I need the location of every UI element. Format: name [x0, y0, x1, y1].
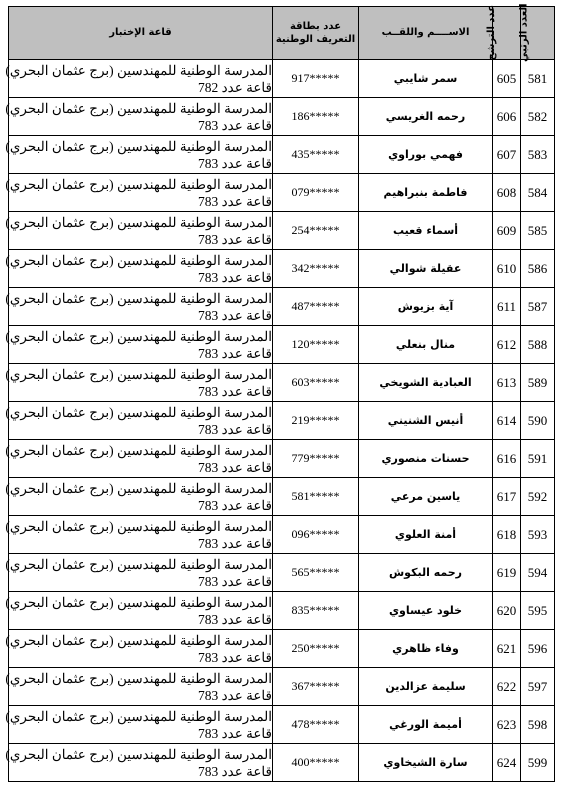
table-row [9, 706, 555, 744]
full-name-cell: سمر شايبي [359, 60, 493, 98]
national-id-cell: 581***** [273, 478, 359, 516]
exam-hall-room: قاعة عدد 783 [197, 611, 272, 627]
table-row [9, 60, 555, 98]
header-national-id-line2: التعريف الوطنية [275, 34, 356, 45]
exam-hall-cell [5, 364, 273, 402]
national-id-cell: 096***** [273, 516, 359, 554]
national-id-cell: 342***** [273, 250, 359, 288]
header-row [9, 7, 555, 60]
full-name-cell: سارة الشيخاوي [359, 744, 493, 782]
full-name-cell: رحمه البكوش [359, 554, 493, 592]
exam-hall-venue: المدرسة الوطنية للمهندسين (برج عثمان البحري) [5, 708, 272, 724]
exam-hall-venue: المدرسة الوطنية للمهندسين (برج عثمان البحري) [5, 632, 272, 648]
candidate-number-cell: 611 [493, 288, 521, 326]
serial-number-cell: 591 [521, 440, 555, 478]
serial-number-cell: 581 [521, 60, 555, 98]
full-name-cell: منال بنعلي [359, 326, 493, 364]
header-national-id [273, 7, 359, 60]
exam-hall-room: قاعة عدد 783 [197, 307, 272, 323]
national-id-cell: 254***** [273, 212, 359, 250]
header-full-name: الاســــم واللقــب [359, 7, 493, 60]
exam-hall-venue: المدرسة الوطنية للمهندسين (برج عثمان البحري) [5, 366, 272, 382]
table-row [9, 402, 555, 440]
national-id-cell: 487***** [273, 288, 359, 326]
national-id-cell: 435***** [273, 136, 359, 174]
candidate-number-cell: 609 [493, 212, 521, 250]
table-row [9, 326, 555, 364]
candidate-number-cell: 607 [493, 136, 521, 174]
exam-hall-venue: المدرسة الوطنية للمهندسين (برج عثمان البحري) [5, 252, 272, 268]
candidates-table [5, 3, 555, 782]
table-row [9, 250, 555, 288]
exam-hall-room: قاعة عدد 783 [197, 421, 272, 437]
candidate-number-cell: 613 [493, 364, 521, 402]
full-name-cell: أميمة الورغي [359, 706, 493, 744]
national-id-cell: 079***** [273, 174, 359, 212]
national-id-cell: 120***** [273, 326, 359, 364]
exam-hall-room: قاعة عدد 783 [197, 649, 272, 665]
exam-hall-venue: المدرسة الوطنية للمهندسين (برج عثمان البحري) [5, 176, 272, 192]
exam-hall-venue: المدرسة الوطنية للمهندسين (برج عثمان البحري) [5, 138, 272, 154]
national-id-cell: 835***** [273, 592, 359, 630]
exam-hall-room: قاعة عدد 783 [197, 725, 272, 741]
exam-hall-cell [5, 98, 273, 136]
table-row [9, 364, 555, 402]
candidate-number-cell: 617 [493, 478, 521, 516]
full-name-cell: سليمة عزالدين [359, 668, 493, 706]
candidate-number-cell: 608 [493, 174, 521, 212]
candidate-number-cell: 624 [493, 744, 521, 782]
exam-hall-room: قاعة عدد 783 [197, 117, 272, 133]
exam-hall-cell [5, 174, 273, 212]
table-row [9, 136, 555, 174]
national-id-cell: 250***** [273, 630, 359, 668]
serial-number-cell: 592 [521, 478, 555, 516]
national-id-cell: 779***** [273, 440, 359, 478]
table-row [9, 440, 555, 478]
full-name-cell: أنيس الشنيني [359, 402, 493, 440]
table-row [9, 478, 555, 516]
exam-hall-room: قاعة عدد 783 [197, 345, 272, 361]
exam-hall-cell [5, 516, 273, 554]
exam-hall-cell [5, 440, 273, 478]
exam-hall-cell [5, 60, 273, 98]
exam-hall-room: قاعة عدد 782 [197, 79, 272, 95]
exam-hall-venue: المدرسة الوطنية للمهندسين (برج عثمان البحري) [5, 214, 272, 230]
table-row [9, 630, 555, 668]
table-row [9, 592, 555, 630]
table-row [9, 554, 555, 592]
table-row [9, 744, 555, 782]
exam-hall-venue: المدرسة الوطنية للمهندسين (برج عثمان البحري) [5, 594, 272, 610]
exam-hall-room: قاعة عدد 783 [197, 763, 272, 779]
serial-number-cell: 589 [521, 364, 555, 402]
exam-hall-venue: المدرسة الوطنية للمهندسين (برج عثمان البحري) [5, 62, 272, 78]
exam-hall-room: قاعة عدد 783 [197, 687, 272, 703]
table-header [9, 3, 555, 63]
table-row [9, 174, 555, 212]
table-row [9, 288, 555, 326]
exam-hall-venue: المدرسة الوطنية للمهندسين (برج عثمان البحري) [5, 290, 272, 306]
serial-number-cell: 582 [521, 98, 555, 136]
exam-hall-venue: المدرسة الوطنية للمهندسين (برج عثمان البحري) [5, 442, 272, 458]
candidate-number-cell: 605 [493, 60, 521, 98]
serial-number-cell: 593 [521, 516, 555, 554]
exam-hall-cell [5, 136, 273, 174]
exam-hall-venue: المدرسة الوطنية للمهندسين (برج عثمان البحري) [5, 100, 272, 116]
exam-hall-room: قاعة عدد 783 [197, 497, 272, 513]
exam-hall-room: قاعة عدد 783 [197, 193, 272, 209]
exam-hall-cell [5, 212, 273, 250]
exam-hall-cell [5, 250, 273, 288]
exam-hall-room: قاعة عدد 783 [197, 573, 272, 589]
exam-hall-cell [5, 668, 273, 706]
candidate-number-cell: 620 [493, 592, 521, 630]
full-name-cell: فاطمة بنبراهيم [359, 174, 493, 212]
national-id-cell: 219***** [273, 402, 359, 440]
exam-hall-cell [5, 478, 273, 516]
candidate-number-cell: 612 [493, 326, 521, 364]
exam-hall-venue: المدرسة الوطنية للمهندسين (برج عثمان البحري) [5, 404, 272, 420]
exam-hall-cell [5, 744, 273, 782]
exam-hall-venue: المدرسة الوطنية للمهندسين (برج عثمان البحري) [5, 746, 272, 762]
header-candidate-number: عدد الترشح [493, 7, 521, 60]
national-id-cell: 917***** [273, 60, 359, 98]
exam-hall-cell [5, 630, 273, 668]
serial-number-cell: 586 [521, 250, 555, 288]
serial-number-cell: 590 [521, 402, 555, 440]
full-name-cell: ياسين مرعي [359, 478, 493, 516]
candidate-number-cell: 606 [493, 98, 521, 136]
serial-number-cell: 588 [521, 326, 555, 364]
national-id-cell: 186***** [273, 98, 359, 136]
exam-hall-venue: المدرسة الوطنية للمهندسين (برج عثمان البحري) [5, 556, 272, 572]
header-national-id-line1: عدد بطاقة [289, 20, 342, 32]
table-body [5, 60, 555, 782]
serial-number-cell: 595 [521, 592, 555, 630]
national-id-cell: 367***** [273, 668, 359, 706]
exam-hall-cell [5, 402, 273, 440]
exam-hall-cell [5, 288, 273, 326]
serial-number-cell: 584 [521, 174, 555, 212]
serial-number-cell: 598 [521, 706, 555, 744]
table-row [9, 668, 555, 706]
candidate-number-cell: 616 [493, 440, 521, 478]
candidate-number-cell: 619 [493, 554, 521, 592]
candidate-number-cell: 623 [493, 706, 521, 744]
exam-hall-venue: المدرسة الوطنية للمهندسين (برج عثمان البحري) [5, 670, 272, 686]
full-name-cell: رحمه الغريسي [359, 98, 493, 136]
exam-hall-room: قاعة عدد 783 [197, 535, 272, 551]
national-id-cell: 565***** [273, 554, 359, 592]
full-name-cell: خلود عيساوي [359, 592, 493, 630]
candidate-number-cell: 621 [493, 630, 521, 668]
exam-hall-cell [5, 706, 273, 744]
exam-hall-venue: المدرسة الوطنية للمهندسين (برج عثمان البحري) [5, 328, 272, 344]
serial-number-cell: 599 [521, 744, 555, 782]
exam-hall-venue: المدرسة الوطنية للمهندسين (برج عثمان البحري) [5, 518, 272, 534]
exam-hall-cell [5, 592, 273, 630]
full-name-cell: عقيلة شوالي [359, 250, 493, 288]
candidate-number-cell: 622 [493, 668, 521, 706]
header-serial-number: العدد الرتبي [521, 7, 555, 60]
table-row [9, 212, 555, 250]
full-name-cell: فهمي بوراوي [359, 136, 493, 174]
candidate-number-cell: 618 [493, 516, 521, 554]
serial-number-cell: 594 [521, 554, 555, 592]
table-row [9, 98, 555, 136]
exam-hall-room: قاعة عدد 783 [197, 459, 272, 475]
header-exam-hall: قاعة الإختبار [9, 7, 273, 60]
exam-hall-venue: المدرسة الوطنية للمهندسين (برج عثمان البحري) [5, 480, 272, 496]
national-id-cell: 400***** [273, 744, 359, 782]
exam-hall-room: قاعة عدد 783 [197, 231, 272, 247]
serial-number-cell: 597 [521, 668, 555, 706]
candidate-number-cell: 614 [493, 402, 521, 440]
exam-hall-cell [5, 326, 273, 364]
serial-number-cell: 596 [521, 630, 555, 668]
serial-number-cell: 583 [521, 136, 555, 174]
full-name-cell: العبادية الشويخي [359, 364, 493, 402]
exam-hall-cell [5, 554, 273, 592]
table-row [9, 516, 555, 554]
exam-hall-room: قاعة عدد 783 [197, 269, 272, 285]
exam-hall-room: قاعة عدد 783 [197, 155, 272, 171]
full-name-cell: حسنات منصوري [359, 440, 493, 478]
full-name-cell: وفاء ظاهري [359, 630, 493, 668]
national-id-cell: 603***** [273, 364, 359, 402]
serial-number-cell: 587 [521, 288, 555, 326]
full-name-cell: أمنة العلوي [359, 516, 493, 554]
full-name-cell: أسماء قعيب [359, 212, 493, 250]
candidate-number-cell: 610 [493, 250, 521, 288]
exam-hall-room: قاعة عدد 783 [197, 383, 272, 399]
national-id-cell: 478***** [273, 706, 359, 744]
serial-number-cell: 585 [521, 212, 555, 250]
full-name-cell: آية بزيوش [359, 288, 493, 326]
